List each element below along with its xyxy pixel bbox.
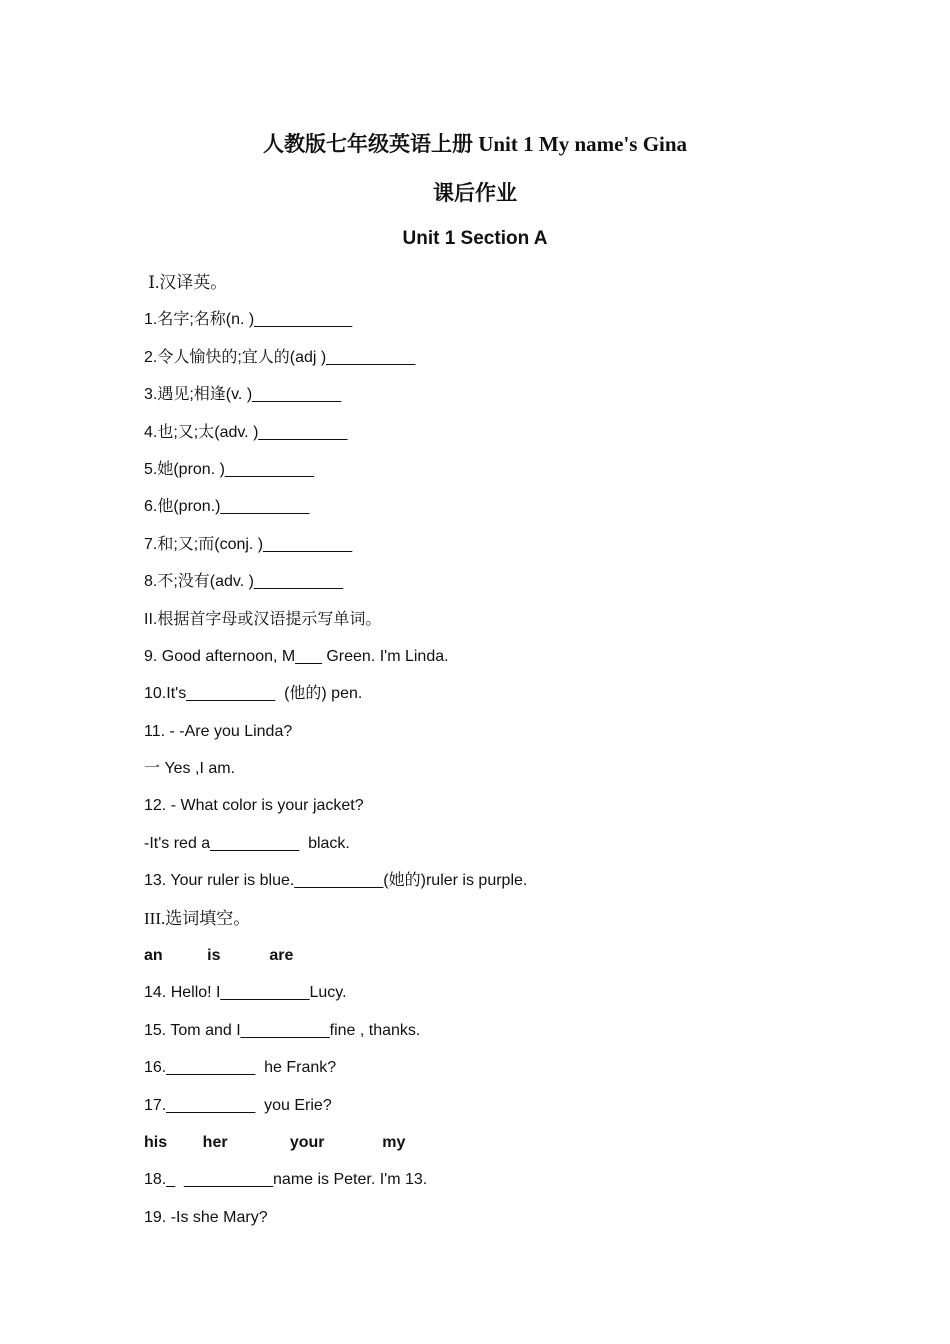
exercise-item: 12. - What color is your jacket? (144, 797, 364, 815)
exercise-item: 13. Your ruler is blue.__________(她的)ruler is purple. (144, 872, 528, 890)
exercise-section-heading: Ⅰ.汉译英。 (144, 273, 228, 292)
exercise-item: 11. - -Are you Linda? (144, 722, 293, 740)
exercise-item: 10.It's__________ (他的) pen. (144, 685, 363, 703)
exercise-item: 7.和;又;而(conj. )__________ (144, 535, 353, 553)
exercise-item: 1.名字;名称(n. )___________ (144, 311, 353, 329)
document-subtitle: 课后作业 (433, 181, 517, 205)
exercise-item: 6.他(pron.)__________ (144, 498, 310, 516)
exercise-item: II.根据首字母或汉语提示写单词。 (144, 610, 382, 628)
exercise-item: 19. -Is she Mary? (144, 1208, 268, 1226)
exercise-item: 16.__________ he Frank? (144, 1059, 337, 1077)
exercise-item: 18._ __________name is Peter. I'm 13. (144, 1171, 428, 1189)
exercise-item: 14. Hello! I__________Lucy. (144, 984, 347, 1002)
exercise-list (144, 270, 844, 1242)
exercise-item: 4.也;又;太(adv. )__________ (144, 423, 348, 441)
section-heading: Unit 1 Section A (402, 228, 548, 249)
exercise-item: 一 Yes ,I am. (144, 760, 236, 778)
word-bank: his her your my (144, 1133, 406, 1151)
exercise-item: 9. Good afternoon, M___ Green. I'm Linda. (144, 647, 449, 665)
exercise-item: 8.不;没有(adv. )__________ (144, 573, 343, 591)
document-title: 人教版七年级英语上册 Unit 1 My name's Gina (262, 132, 688, 156)
exercise-item: 3.遇见;相逢(v. )__________ (144, 386, 342, 404)
exercise-item: -It's red a__________ black. (144, 834, 350, 852)
exercise-item: 15. Tom and I__________fine , thanks. (144, 1021, 421, 1039)
exercise-item: 17.__________ you Erie? (144, 1096, 332, 1114)
word-bank: an is are (144, 947, 294, 965)
exercise-item: 2.令人愉快的;宜人的(adj )__________ (144, 348, 416, 366)
exercise-item: 5.她(pron. )__________ (144, 460, 314, 478)
exercise-section-heading: III.选词填空。 (144, 908, 251, 928)
